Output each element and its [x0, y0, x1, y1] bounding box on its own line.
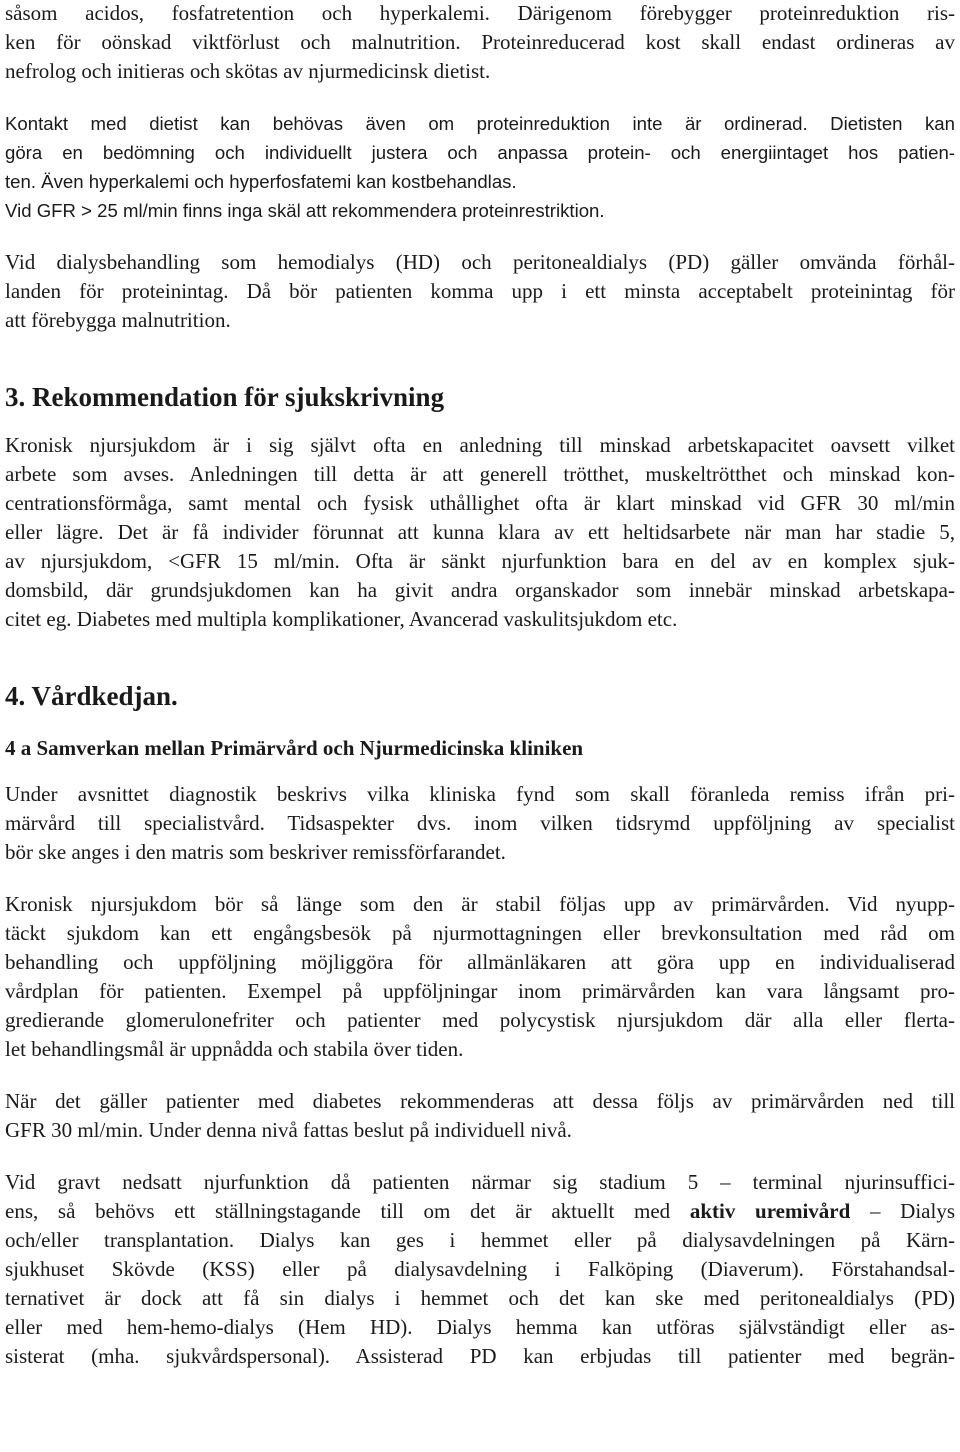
text-line: märvård till specialistvård. Tidsaspekter dvs. inom vilken tidsrymd uppföljning av specialist: [5, 811, 955, 835]
text-span: – Dialys: [850, 1199, 956, 1223]
section-3-heading: 3. Rekommendation för sjukskrivning: [5, 382, 445, 412]
text-line: ken för oönskad viktförlust och malnutrition. Proteinreducerad kost skall endast ordineras av: [5, 30, 955, 54]
paragraph-diagnostik: [5, 780, 955, 867]
text-line: sisterat (mha. sjukvårdspersonal). Assisterad PD kan erbjudas till patienter med begrän-: [5, 1344, 955, 1368]
text-line: GFR 30 ml/min. Under denna nivå fattas beslut på individuell nivå.: [5, 1118, 572, 1142]
text-line: Kronisk njursjukdom är i sig självt ofta en anledning till minskad arbetskapacitet oavsett vilket: [5, 433, 955, 457]
text-line: Vid gravt nedsatt njurfunktion då patienten närmar sig stadium 5 – terminal njurinsuffici-: [5, 1170, 955, 1194]
text-line: gredierande glomerulonefriter och patienter med polycystisk njursjukdom där alla eller flerta-: [5, 1008, 955, 1032]
text-line: landen för proteinintag. Då bör patienten komma upp i ett minsta acceptabelt proteinintag för: [5, 279, 955, 303]
text-line: täckt sjukdom kan ett engångsbesök på njurmottagningen eller brevkonsultation med råd om: [5, 921, 955, 945]
text-line: ten. Även hyperkalemi och hyperfosfatemi kan kostbehandlas.: [5, 171, 517, 192]
paragraph-intro: [5, 0, 955, 86]
text-line: nefrolog och initieras och skötas av njurmedicinsk dietist.: [5, 59, 491, 83]
emphasis-aktiv-uremivard: aktiv uremivård: [689, 1199, 851, 1223]
paragraph-primarvard: [5, 890, 955, 1064]
text-line: göra en bedömning och individuellt justera och anpassa protein- och energiintaget hos patien-: [5, 142, 955, 163]
text-line: centrationsförmåga, samt mental och fysisk uthållighet ofta är klart minskad vid GFR 30 ml/min: [5, 491, 955, 515]
text-line: av njursjukdom, <GFR 15 ml/min. Ofta är sänkt njurfunktion bara en del av en komplex sjuk-: [5, 549, 955, 573]
text-line: Vid dialysbehandling som hemodialys (HD) och peritonealdialys (PD) gäller omvända förhål-: [5, 250, 955, 274]
text-line: eller med hem-hemo-dialys (Hem HD). Dialys hemma kan utföras självständigt eller as-: [5, 1315, 955, 1339]
text-line: Kontakt med dietist kan behövas även om proteinreduktion inte är ordinerad. Dietisten kan: [5, 113, 955, 134]
text-line: och/eller transplantation. Dialys kan ges i hemmet eller på dialysavdelningen på Kärn-: [5, 1228, 955, 1252]
text-line: domsbild, där grundsjukdomen kan ha givit andra organskador som innebär minskad arbetskapa-: [5, 578, 955, 602]
paragraph-diabetes: [5, 1087, 955, 1145]
text-line: såsom acidos, fosfatretention och hyperkalemi. Därigenom förebygger proteinreduktion ris-: [5, 1, 955, 25]
section-4a-subheading: 4 a Samverkan mellan Primärvård och Njurmedicinska kliniken: [5, 736, 584, 760]
text-line: Under avsnittet diagnostik beskrivs vilka kliniska fynd som skall föranleda remiss ifrån pri-: [5, 782, 955, 806]
text-line: arbete som avses. Anledningen till detta är att generell trötthet, muskeltrötthet och minskad kon-: [5, 462, 955, 486]
text-line: [5, 1197, 955, 1226]
text-line: vårdplan för patienten. Exempel på uppföljningar inom primärvården kan vara långsamt pro-: [5, 979, 955, 1003]
paragraph-sjukskrivning: [5, 431, 955, 634]
text-line: let behandlingsmål är uppnådda och stabila över tiden.: [5, 1037, 464, 1061]
text-line: ternativet är dock att få sin dialys i hemmet och det kan ske med peritonealdialys (PD): [5, 1286, 955, 1310]
section-4-heading: 4. Vårdkedjan.: [5, 681, 178, 711]
paragraph-uremivard: [5, 1168, 955, 1371]
document-page: [5, 0, 955, 1371]
text-line: När det gäller patienter med diabetes rekommenderas att dessa följs av primärvården ned till: [5, 1089, 955, 1113]
text-line: sjukhuset Skövde (KSS) eller på dialysavdelning i Falköping (Diaverum). Förstahandsal-: [5, 1257, 955, 1281]
text-line: behandling och uppföljning möjliggöra för allmänläkaren att göra upp en individualiserad: [5, 950, 955, 974]
text-line: bör ske anges i den matris som beskriver remissförfarandet.: [5, 840, 506, 864]
text-line: citet eg. Diabetes med multipla komplikationer, Avancerad vaskulitsjukdom etc.: [5, 607, 678, 631]
text-line: Kronisk njursjukdom bör så länge som den är stabil följas upp av primärvården. Vid nyupp-: [5, 892, 955, 916]
text-span: ens, så behövs ett ställningstagande till om det är aktuellt med: [5, 1199, 690, 1223]
paragraph-dietist: [5, 109, 955, 225]
text-line: eller lägre. Det är få individer förunnat att kunna klara av ett heltidsarbete när man har stadie 5,: [5, 520, 955, 544]
paragraph-dialys: [5, 248, 955, 335]
text-line: Vid GFR > 25 ml/min finns inga skäl att rekommendera proteinrestriktion.: [5, 200, 605, 221]
text-line: att förebygga malnutrition.: [5, 308, 231, 332]
